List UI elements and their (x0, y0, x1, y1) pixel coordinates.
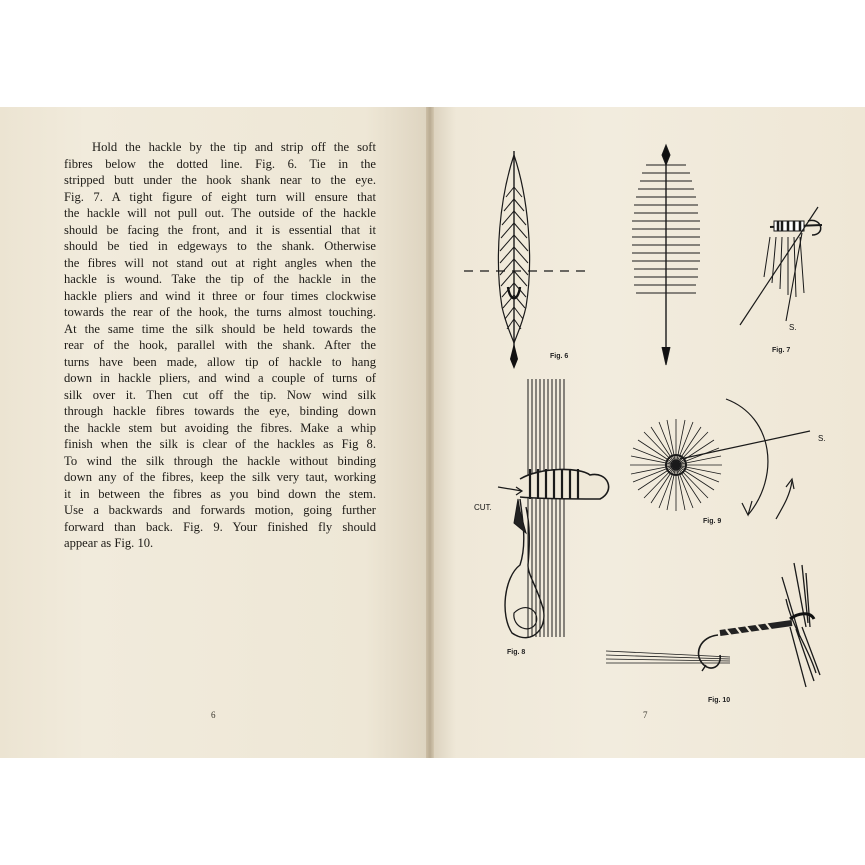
text-line: forward than back. Fig. 9. Your finished fly should (64, 519, 376, 534)
fig6-hackle-feather (464, 151, 588, 369)
text-line: down any of the fibres, keep the silk very taut, working (64, 470, 376, 484)
text-line: At the same time the silk should be held towards the (64, 321, 376, 336)
text-line: hackle is wound. Take the tip of the hackle in the (64, 272, 376, 286)
text-line: Fig. 7. A tight figure of eight turn will ensure that (64, 189, 376, 204)
fig10-finished-fly (606, 563, 820, 687)
fig9-hackle-winding (630, 399, 810, 519)
text-line: To wind the silk through the hackle without binding (64, 453, 376, 468)
fig7-hook-tie-in (740, 207, 822, 325)
text-line: Hold the hackle by the tip and strip off the soft (92, 140, 376, 154)
text-line: silk over it. Then cut off the tip. Now wind silk (64, 387, 376, 402)
text-line: stripped butt under the hook shank near to the eye. (64, 173, 376, 187)
text-line: through hackle fibres towards the eye, binding down (64, 404, 376, 418)
page-number-left: 6 (211, 710, 216, 720)
text-line: rear of the hook, parallel with the shank. After the (64, 338, 376, 352)
text-line: turns have been made, allow tip of hackle to hang (64, 354, 376, 369)
text-line: fibres below the dotted line. Fig. 6. Tie in the (64, 156, 376, 171)
text-line: hackle pliers and wind it three or four times clockwise (64, 288, 376, 303)
text-line: finish when the silk is clear of the hackles as Fig 8. (64, 437, 376, 451)
silk-label-fig7: S. (789, 323, 797, 332)
illustrations (430, 107, 865, 758)
instruction-paragraph (64, 139, 376, 552)
text-line: down in hackle pliers, and wind a couple of turns of (64, 371, 376, 385)
text-line: Use a backwards and forwards motion, going further (64, 503, 376, 517)
text-line: the hackle stem but avoiding the fibres. Make a whip (64, 420, 376, 435)
text-line: should be tied in edgeways to the shank. Otherwise (64, 239, 376, 253)
fig8-caption: Fig. 8 (507, 649, 526, 656)
text-line: appear as Fig. 10. (64, 536, 154, 550)
fig9-caption: Fig. 9 (703, 518, 722, 525)
fig6-caption: Fig. 6 (550, 353, 569, 360)
silk-label-fig9: S. (818, 434, 826, 443)
fig8-whip-finish (498, 379, 609, 638)
open-book-spread (0, 107, 865, 758)
fig7-caption: Fig. 7 (772, 347, 791, 354)
page-number-right: 7 (643, 710, 648, 720)
text-line: the hackle will not pull out. The outside of the hackle (64, 206, 376, 220)
fig10-caption: Fig. 10 (708, 697, 731, 704)
text-line: towards the rear of the hook, the turns almost touching. (64, 305, 376, 319)
text-line: it in between the fibres as you bind down the stem. (64, 486, 376, 501)
text-line: the fibres will not stand out at right angles when the (64, 255, 376, 270)
cut-label-fig8: CUT. (474, 503, 492, 512)
fig7-hackle-stripped (632, 145, 700, 365)
left-page (0, 107, 430, 758)
text-line: should be facing the front, and it is essential that it (64, 222, 376, 237)
